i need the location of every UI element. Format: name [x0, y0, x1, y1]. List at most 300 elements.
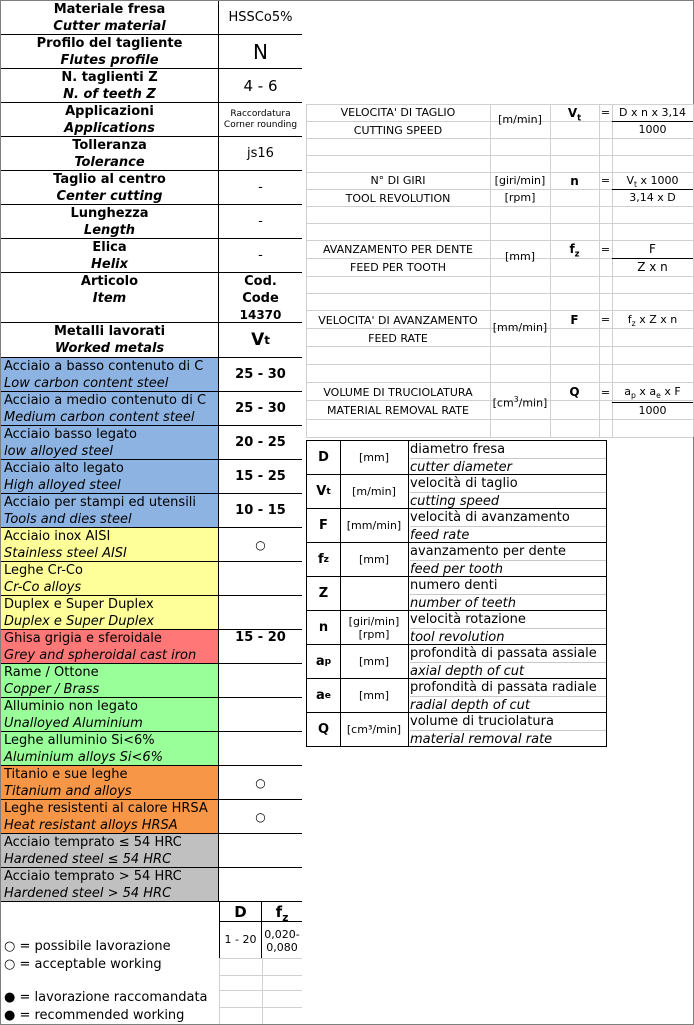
grid-line: [306, 155, 693, 156]
symbol-main: n: [318, 620, 329, 635]
material-row: [1, 460, 302, 494]
unit-line: [mm]: [358, 451, 389, 464]
n-p: p: [631, 391, 636, 401]
material-label: [1, 630, 219, 663]
grid-line: [306, 310, 693, 311]
spec-value-line: Raccordatura: [230, 108, 291, 119]
symbol-row: [306, 543, 607, 577]
symbol-main: Z: [318, 586, 329, 601]
material-row: [1, 868, 302, 902]
material-vt: [219, 834, 302, 867]
symbol-row: [306, 441, 607, 475]
material-row: [1, 426, 302, 460]
description-en: radial depth of cut: [410, 698, 531, 713]
symbol-row: [306, 577, 607, 611]
formula-material_removal-it: VOLUME DI TRUCIOLATURA: [323, 386, 473, 399]
material-vt: [219, 562, 302, 595]
vt-header: [219, 323, 302, 357]
unit-line: [mm]: [358, 689, 389, 702]
material-it: Rame / Ottone: [4, 664, 99, 680]
material-vt: ○: [255, 809, 266, 824]
material-it: Acciaio per stampi ed utensili: [4, 494, 197, 510]
unit-cell: [340, 713, 409, 746]
spec-label-en: Tolerance: [74, 154, 145, 170]
material-label: [1, 392, 219, 425]
material-label: [1, 800, 219, 833]
spec-value: 4 - 6: [243, 76, 278, 95]
metals-header-it: Metalli lavorati: [53, 324, 166, 339]
formula-cutting_speed-en: CUTTING SPEED: [353, 124, 443, 137]
spec-value: N: [253, 39, 268, 64]
spec-label-it: Lunghezza: [70, 205, 149, 221]
n-xa: x a: [635, 385, 657, 398]
tool-rev-unit1: [giri/min]: [494, 174, 546, 187]
description-it: velocità di taglio: [410, 475, 606, 493]
unit-sup: 3: [513, 395, 519, 404]
spec-label-en: Applications: [64, 120, 155, 136]
unit-line-2: [rpm]: [358, 627, 390, 641]
symbol-main: f: [318, 552, 324, 567]
symbol-cell: [307, 611, 341, 644]
grid-line: [306, 172, 693, 173]
expr-f: f: [627, 313, 632, 326]
material-label: [1, 732, 219, 765]
vt-sub: t: [264, 333, 270, 347]
material-vt: 15 - 20: [235, 630, 286, 645]
material-en: Medium carbon content steel: [4, 409, 195, 425]
material-it: Alluminio non legato: [4, 698, 139, 714]
spec-label-en: Center cutting: [56, 188, 163, 204]
material-en: High alloyed steel: [4, 477, 121, 493]
grid-line: [306, 223, 693, 224]
grid-line: [306, 240, 693, 241]
unit-a: [cm: [492, 396, 514, 410]
mr-eq: =: [600, 386, 611, 399]
grid-line: [306, 382, 693, 383]
description-cell: [408, 713, 606, 746]
material-it: Duplex e Super Duplex: [4, 596, 154, 612]
unit-cell: [340, 475, 409, 508]
material-label: [1, 698, 219, 731]
spec-label: [1, 273, 219, 307]
unit-line: [mm]: [358, 553, 389, 566]
material-en: Hardened steel > 54 HRC: [4, 885, 172, 901]
unit-line: [mm]: [358, 655, 389, 668]
spec-row: [1, 273, 302, 307]
spec-label-it: Elica: [92, 239, 127, 255]
spec-label: [1, 171, 219, 204]
grid-line: [306, 276, 693, 277]
description-en: number of teeth: [410, 596, 516, 611]
description-cell: [408, 441, 606, 474]
formula-tool_revolution-en: TOOL REVOLUTION: [345, 192, 451, 205]
bottom-grid-line: [219, 1007, 302, 1008]
symbol-row: [306, 645, 607, 679]
description-en: feed rate: [410, 528, 470, 543]
fz-sub: z: [282, 912, 289, 924]
material-vt: [219, 868, 302, 901]
cutting-speed-symbol: [550, 106, 599, 122]
description-it: velocità rotazione: [410, 611, 606, 629]
material-row: [1, 766, 302, 800]
item-code-row: [1, 307, 302, 323]
material-en: Titanium and alloys: [4, 783, 132, 799]
spec-row: [1, 1, 302, 35]
material-vt: [219, 732, 302, 765]
spec-label-en: Flutes profile: [60, 52, 159, 68]
symbol-cell: [307, 509, 341, 542]
fpt-symbol: [550, 242, 599, 258]
spec-label-en: Cutter material: [53, 18, 166, 34]
working-legend-line: ● = lavorazione raccomandata: [4, 990, 208, 1005]
tool-rev-symbol: n: [570, 174, 579, 188]
symbol-sub: z: [323, 554, 329, 565]
material-row: [1, 630, 302, 664]
fraction-bar: [612, 402, 693, 403]
material-en: low alloyed steel: [4, 443, 114, 459]
material-label: [1, 460, 219, 493]
material-label: [1, 528, 219, 561]
item-code-spacer: [1, 307, 219, 322]
description-cell: [408, 509, 606, 542]
material-en: Copper / Brass: [4, 681, 100, 697]
material-label: [1, 562, 219, 595]
fpt-eq: =: [600, 243, 611, 256]
unit-cell: [340, 577, 409, 610]
description-it: profondità di passata radiale: [410, 679, 606, 697]
sym-main: V: [567, 106, 578, 120]
symbol-cell: [307, 713, 341, 746]
material-row: [1, 358, 302, 392]
bottom-grid-line: [219, 958, 302, 959]
fz-value-2: 0,080: [266, 941, 298, 954]
sym-main: f: [569, 242, 575, 256]
spec-label: [1, 69, 219, 102]
metals-header-label: [1, 323, 219, 357]
spec-value: js16: [247, 146, 274, 161]
spec-label: [1, 137, 219, 170]
unit-cell: [340, 679, 409, 712]
spec-value-line: Code: [242, 291, 279, 306]
spec-label-it: N. taglienti Z: [61, 69, 158, 85]
spec-label: [1, 205, 219, 238]
unit-line: [cm³/min]: [346, 723, 402, 736]
symbol-sub: e: [324, 690, 331, 701]
description-en: material removal rate: [410, 732, 553, 747]
symbol-cell: [307, 577, 341, 610]
material-vt: [219, 664, 302, 697]
material-vt: 20 - 25: [235, 435, 286, 450]
num-v: V: [626, 174, 634, 187]
spec-label: [1, 35, 219, 68]
material-it: Leghe resistenti al calore HRSA: [4, 800, 208, 816]
symbol-sub: t: [326, 486, 331, 497]
fz-symbol: f: [275, 903, 283, 921]
description-it: avanzamento per dente: [410, 543, 606, 561]
formula-tool_revolution-it: N° DI GIRI: [370, 174, 426, 187]
symbol-row: [306, 713, 607, 747]
metals-header-row: [1, 323, 302, 358]
unit-line: [giri/min]: [348, 614, 400, 628]
symbol-row: [306, 475, 607, 509]
material-en: Cr-Co alloys: [4, 579, 82, 595]
sym-sub: t: [577, 112, 582, 123]
unit-cell: [340, 611, 409, 644]
formula-cutting_speed-it: VELOCITA' DI TAGLIO: [340, 106, 456, 119]
description-it: numero denti: [410, 577, 606, 595]
fpt-den: Z x n: [637, 260, 668, 274]
bottom-grid-line: [219, 975, 302, 976]
material-it: Acciaio basso legato: [4, 426, 137, 442]
grid-line: [306, 206, 693, 207]
description-cell: [408, 543, 606, 576]
symbol-main: a: [316, 688, 325, 703]
material-vt: [219, 698, 302, 731]
material-en: Low carbon content steel: [4, 375, 169, 391]
material-row: [1, 732, 302, 766]
material-en: Hardened steel ≤ 54 HRC: [4, 851, 172, 867]
spec-label-it: Taglio al centro: [53, 171, 166, 187]
spec-value-line: Corner rounding: [223, 119, 298, 130]
formula-feed_per_tooth-en: FEED PER TOOTH: [350, 261, 446, 274]
symbol-cell: [307, 475, 341, 508]
symbol-cell: [307, 543, 341, 576]
symbol-cell: [307, 441, 341, 474]
mr-num: [612, 385, 693, 403]
material-vt: ○: [255, 537, 266, 552]
working-legend-line: ○ = acceptable working: [4, 957, 162, 972]
spec-label-it: Applicazioni: [65, 103, 154, 119]
formula-feed_per_tooth-it: AVANZAMENTO PER DENTE: [322, 243, 474, 256]
tool-rev-eq: =: [600, 174, 611, 187]
cutting-speed-num: D x n x 3,14: [619, 106, 686, 119]
num-rest: x 1000: [637, 174, 679, 187]
material-it: Ghisa grigia e sferoidale: [4, 630, 162, 646]
vt-symbol: V: [251, 330, 265, 350]
d-header: D: [219, 902, 262, 922]
grid-line: [306, 364, 693, 365]
material-en: Stainless steel AISI: [4, 545, 127, 561]
tool-rev-den: 3,14 x D: [629, 191, 676, 204]
fz-header: [262, 902, 302, 922]
description-it: velocità di avanzamento: [410, 509, 606, 527]
grid-line: [306, 138, 693, 139]
fpt-unit: [mm]: [504, 250, 535, 263]
spec-label-it: Profilo del tagliente: [36, 35, 183, 51]
cutting-speed-unit: [m/min]: [498, 113, 542, 126]
material-it: Leghe Cr-Co: [4, 562, 83, 578]
fraction-bar: [612, 121, 693, 122]
material-row: [1, 562, 302, 596]
item-code: 14370: [239, 307, 282, 322]
spec-label-it: Materiale fresa: [53, 1, 166, 17]
unit-cell: [340, 645, 409, 678]
symbol-cell: [307, 645, 341, 678]
material-vt: 15 - 25: [235, 469, 286, 484]
spec-row: [1, 171, 302, 205]
symbol-main: D: [318, 450, 329, 465]
fz-value: [262, 928, 302, 954]
formula-feed_rate-it: VELOCITA' DI AVANZAMENTO: [318, 314, 478, 327]
working-legend-line: ● = recommended working: [4, 1008, 185, 1023]
symbol-row: [306, 611, 607, 645]
description-cell: [408, 645, 606, 678]
description-cell: [408, 577, 606, 610]
n-a: a: [624, 385, 632, 398]
bottom-grid-vline: [262, 958, 263, 1024]
material-it: Acciaio alto legato: [4, 460, 124, 476]
grid-line: [306, 104, 693, 105]
material-row: [1, 494, 302, 528]
material-label: [1, 596, 219, 629]
num-sub: t: [634, 180, 638, 190]
symbol-cell: [307, 679, 341, 712]
working-legend-line: ○ = possibile lavorazione: [4, 939, 171, 954]
bottom-grid-line: [219, 990, 302, 991]
material-label: [1, 664, 219, 697]
spec-row: [1, 239, 302, 273]
material-vt: 25 - 30: [235, 367, 286, 382]
spec-value: [219, 103, 302, 136]
material-en: Heat resistant alloys HRSA: [4, 817, 178, 833]
grid-vline: [490, 104, 491, 437]
material-row: [1, 664, 302, 698]
expr-rest: x Z x n: [635, 313, 678, 326]
material-it: Acciaio inox AISI: [4, 528, 111, 544]
material-label: [1, 494, 219, 527]
expr-sub: z: [631, 319, 636, 329]
spec-label-en: Length: [83, 222, 136, 238]
spec-value-line: Cod.: [244, 274, 277, 289]
grid-line: [306, 293, 693, 294]
material-en: Tools and dies steel: [4, 511, 132, 527]
bottom-grid-vline: [219, 958, 220, 1024]
material-vt: 25 - 30: [235, 401, 286, 416]
description-en: cutting speed: [410, 494, 500, 509]
grid-line: [306, 437, 693, 438]
cutting-speed-den: 1000: [638, 123, 667, 136]
cutting-speed-eq: =: [600, 106, 611, 119]
fraction-bar: [612, 189, 693, 190]
description-it: volume di truciolatura: [410, 713, 606, 731]
fr-unit: [mm/min]: [492, 321, 548, 334]
fpt-num: F: [649, 242, 656, 256]
fr-expr: [612, 313, 693, 331]
unit-end: /min]: [518, 396, 548, 410]
unit-line: [mm/min]: [346, 519, 402, 532]
material-row: [1, 698, 302, 732]
formula-feed_rate-en: FEED RATE: [368, 332, 428, 345]
mr-symbol: Q: [569, 385, 580, 399]
spec-row: [1, 69, 302, 103]
unit-cell: [340, 509, 409, 542]
d-value: 1 - 20: [219, 922, 262, 958]
symbol-sub: p: [324, 656, 332, 667]
material-vt: ○: [255, 775, 266, 790]
grid-line: [306, 419, 693, 420]
sym-sub: z: [574, 248, 580, 259]
material-it: Acciaio temprato ≤ 54 HRC: [4, 834, 182, 850]
material-row: [1, 528, 302, 562]
symbol-main: F: [319, 518, 328, 533]
description-cell: [408, 611, 606, 644]
spec-value: [219, 273, 302, 307]
spec-label-it: Articolo: [80, 274, 139, 289]
spec-value: HSSCo5%: [228, 10, 293, 25]
material-row: [1, 800, 302, 834]
spec-value: -: [258, 214, 263, 229]
material-label: [1, 426, 219, 459]
symbol-row: [306, 509, 607, 543]
material-it: Acciaio temprato > 54 HRC: [4, 868, 182, 884]
material-it: Acciaio a basso contenuto di C: [4, 358, 204, 374]
spec-label: [1, 239, 219, 272]
mr-unit: [490, 393, 550, 411]
description-en: tool revolution: [410, 630, 505, 645]
symbol-main: a: [315, 654, 325, 669]
unit-cell: [340, 441, 409, 474]
symbol-main: Q: [317, 722, 330, 737]
fr-eq: =: [600, 313, 611, 326]
unit-cell: [340, 543, 409, 576]
spec-label-en: Helix: [91, 256, 128, 272]
description-en: feed per tooth: [410, 562, 504, 577]
n-xf: x F: [660, 385, 681, 398]
formula-material_removal-en: MATERIAL REMOVAL RATE: [327, 404, 469, 417]
spec-label: [1, 1, 219, 34]
material-label: [1, 358, 219, 391]
symbol-main: V: [316, 484, 327, 499]
material-row: [1, 392, 302, 426]
mr-den: 1000: [638, 404, 667, 417]
material-en: Grey and spheroidal cast iron: [4, 647, 197, 663]
symbol-row: [306, 679, 607, 713]
spec-label-it: Tolleranza: [72, 137, 147, 153]
description-en: cutter diameter: [410, 460, 512, 475]
spec-value: -: [258, 248, 263, 263]
material-label: [1, 868, 219, 901]
tool-rev-unit2: [rpm]: [504, 191, 536, 204]
spec-row: [1, 103, 302, 137]
material-vt: 10 - 15: [235, 503, 286, 518]
material-en: Duplex e Super Duplex: [4, 613, 155, 629]
material-label: [1, 834, 219, 867]
material-en: Unalloyed Aluminium: [4, 715, 143, 731]
fraction-bar: [612, 258, 693, 259]
n-e: e: [656, 391, 661, 401]
metals-header-en: Worked metals: [54, 341, 165, 356]
fr-symbol: F: [570, 313, 579, 327]
material-label: [1, 766, 219, 799]
material-it: Acciaio a medio contenuto di C: [4, 392, 207, 408]
spec-row: [1, 137, 302, 171]
description-cell: [408, 679, 606, 712]
description-cell: [408, 475, 606, 508]
description-it: profondità di passata assiale: [410, 645, 606, 663]
spec-value: -: [258, 180, 263, 195]
grid-line: [306, 346, 693, 347]
spec-label-en: Item: [92, 291, 127, 306]
material-it: Titanio e sue leghe: [4, 766, 128, 782]
material-en: Aluminium alloys Si<6%: [4, 749, 164, 765]
material-row: [1, 834, 302, 868]
description-en: axial depth of cut: [410, 664, 525, 679]
fz-value-1: 0,020-: [264, 928, 300, 941]
spec-row: [1, 205, 302, 239]
unit-line: [m/min]: [352, 485, 396, 498]
spec-label-en: N. of teeth Z: [63, 86, 156, 102]
spec-label: [1, 103, 219, 136]
